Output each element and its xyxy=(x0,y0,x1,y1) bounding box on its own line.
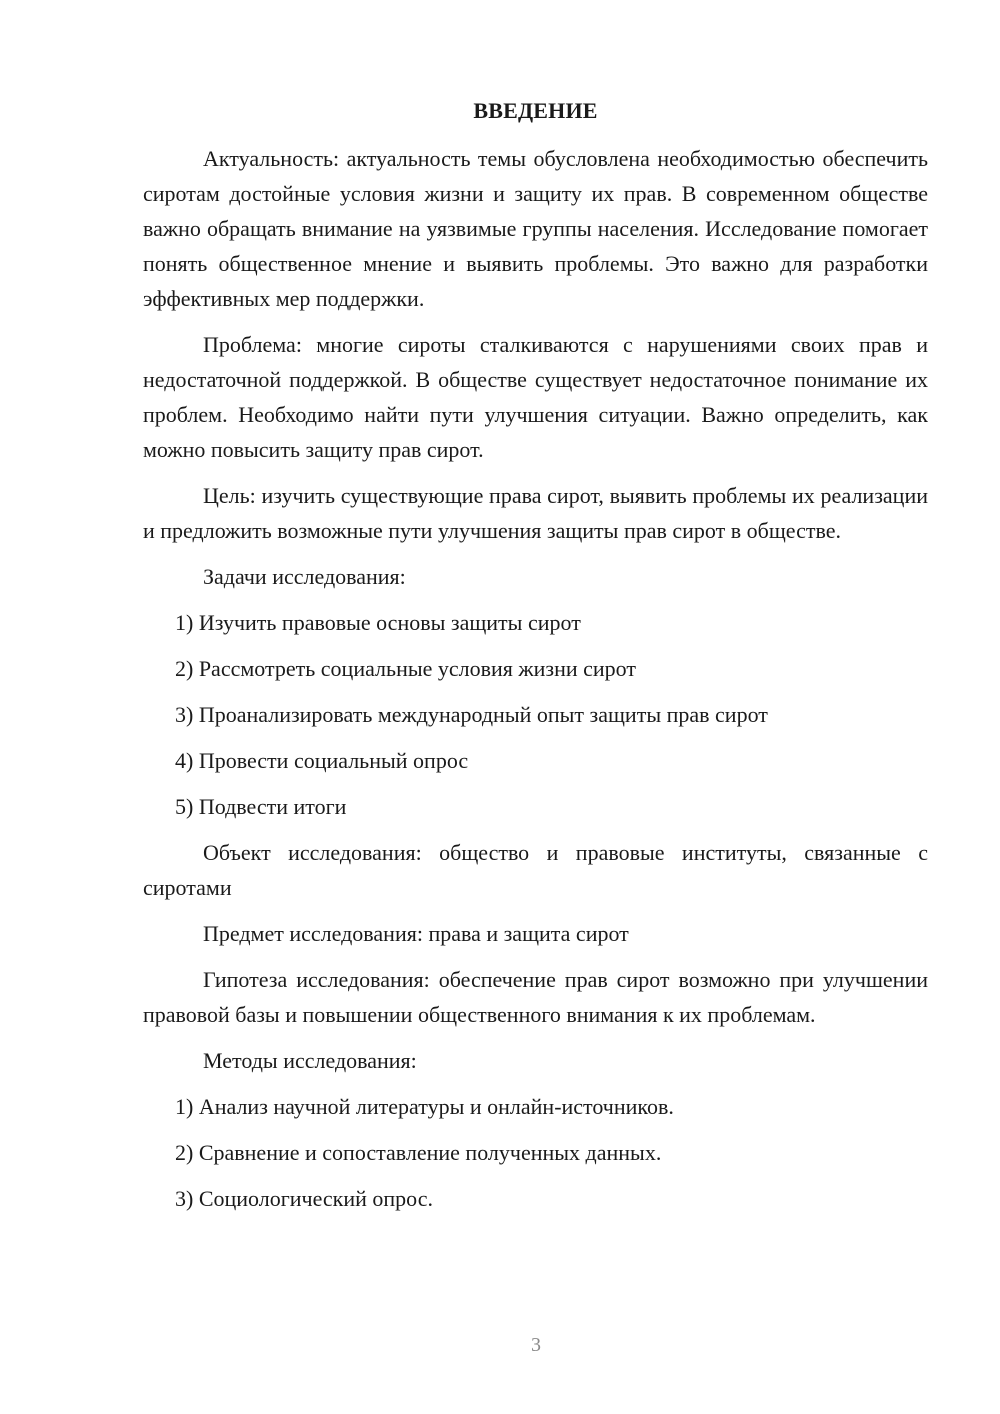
relevance-paragraph: Актуальность: актуальность темы обусловлена необходимостью обеспечить сиротам достойные условия жизни и защиту их прав. В современном обществе важно обращать внимание на уязвимые группы населения. Исследование помогает понять общественное мнение и выявить проблемы. Это важно для разработки эффективных мер поддержки. xyxy=(143,146,928,311)
list-item: 3) Проанализировать международный опыт защиты прав сирот xyxy=(175,702,768,727)
list-item: 3) Социологический опрос. xyxy=(175,1186,433,1211)
page-content xyxy=(143,96,928,1227)
methods-list xyxy=(143,1089,928,1216)
methods-heading: Методы исследования: xyxy=(203,1048,417,1073)
list-item: 5) Подвести итоги xyxy=(175,794,347,819)
object-paragraph: Объект исследования: общество и правовые институты, связанные с сиротами xyxy=(143,840,928,900)
list-item: 2) Рассмотреть социальные условия жизни сирот xyxy=(175,656,636,681)
list-item: 2) Сравнение и сопоставление полученных данных. xyxy=(175,1140,662,1165)
hypothesis-paragraph: Гипотеза исследования: обеспечение прав сирот возможно при улучшении правовой базы и повышении общественного внимания к их проблемам. xyxy=(143,967,928,1027)
goal-paragraph: Цель: изучить существующие права сирот, выявить проблемы их реализации и предложить возможные пути улучшения защиты прав сирот в обществе. xyxy=(143,483,928,543)
list-item: 1) Анализ научной литературы и онлайн-источников. xyxy=(175,1094,674,1119)
subject-paragraph: Предмет исследования: права и защита сирот xyxy=(203,921,629,946)
list-item: 1) Изучить правовые основы защиты сирот xyxy=(175,610,581,635)
page-number-text: 3 xyxy=(531,1334,541,1356)
problem-paragraph: Проблема: многие сироты сталкиваются с нарушениями своих прав и недостаточной поддержкой. В обществе существует недостаточное понимание их проблем. Необходимо найти пути улучшения ситуации. Важно определить, как можно повысить защиту прав сирот. xyxy=(143,332,928,462)
tasks-list xyxy=(143,605,928,824)
page-number xyxy=(0,1333,1000,1357)
tasks-heading: Задачи исследования: xyxy=(203,564,406,589)
page-title: ВВЕДЕНИЕ xyxy=(473,98,598,123)
list-item: 4) Провести социальный опрос xyxy=(175,748,469,773)
